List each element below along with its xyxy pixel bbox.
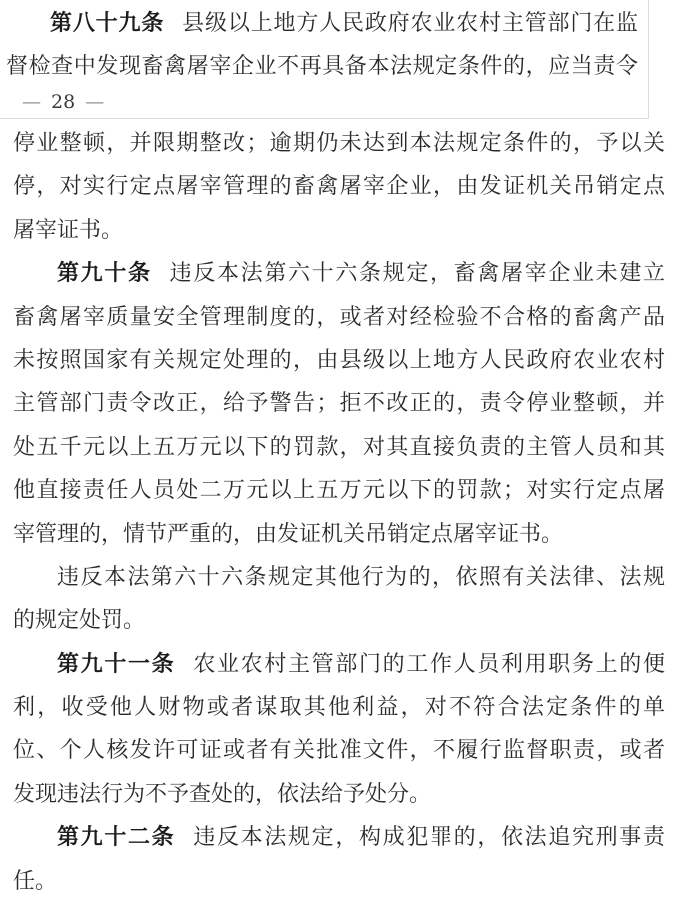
- previous-page-text: [0, 0, 648, 115]
- text-line: [13, 252, 665, 295]
- page-number: 28: [51, 90, 76, 113]
- text-run: 违反本法第六十六条规定其他行为的，依照有关法律、法规: [57, 564, 665, 590]
- article-number-91: 第九十一条: [57, 651, 176, 677]
- text-line: [13, 556, 665, 599]
- page-number-footer: [6, 90, 638, 115]
- text-line: [6, 2, 638, 45]
- text-run: 主管部门责令改正，给予警告；拒不改正的，责令停业整顿，并: [13, 391, 665, 417]
- text-run: 利，收受他人财物或者谋取其他利益，对不符合法定条件的单: [13, 695, 665, 721]
- text-line: [13, 469, 665, 512]
- text-line: [13, 686, 665, 729]
- article-number-89: 第八十九条: [50, 11, 165, 36]
- current-page-text: [13, 122, 665, 903]
- text-line: [13, 426, 665, 469]
- text-run: 畜禽屠宰质量安全管理制度的，或者对经检验不合格的畜禽产品: [13, 304, 665, 330]
- text-run: 违反本法第六十六条规定，畜禽屠宰企业未建立: [169, 261, 665, 287]
- text-line: [13, 643, 665, 686]
- text-line: [6, 45, 638, 88]
- text-run: 县级以上地方人民政府农业农村主管部门在监: [182, 11, 638, 36]
- text-line: [13, 860, 665, 903]
- text-line: [13, 122, 665, 165]
- text-run: 任。: [13, 868, 58, 894]
- text-run: 位、个人核发许可证或者有关批准文件，不履行监督职责，或者: [13, 738, 665, 764]
- text-line: [13, 513, 665, 556]
- text-line: [13, 773, 665, 816]
- text-run: 的规定处罚。: [13, 608, 146, 634]
- article-number-92: 第九十二条: [57, 825, 176, 851]
- text-run: 他直接责任人员处二万元以上五万元以下的罚款；对实行定点屠: [13, 478, 665, 504]
- text-run: 处五千元以上五万元以下的罚款，对其直接负责的主管人员和其: [13, 434, 665, 460]
- text-run: 农业农村主管部门的工作人员利用职务上的便: [193, 651, 665, 677]
- text-line: [13, 816, 665, 859]
- text-line: [13, 165, 665, 208]
- text-run: 违反本法规定，构成犯罪的，依法追究刑事责: [193, 825, 665, 851]
- text-line: [13, 729, 665, 772]
- text-line: [13, 296, 665, 339]
- text-run: 督检查中发现畜禽屠宰企业不再具备本法规定条件的，应当责令: [6, 54, 638, 80]
- text-run: 宰管理的，情节严重的，由发证机关吊销定点屠宰证书。: [13, 521, 564, 547]
- text-line: [13, 599, 665, 642]
- text-run: 发现违法行为不予查处的，依法给予处分。: [13, 781, 432, 807]
- text-run: 未按照国家有关规定处理的，由县级以上地方人民政府农业农村: [13, 347, 665, 373]
- text-run: 屠宰证书。: [13, 217, 124, 243]
- text-run: 停业整顿，并限期整改；逾期仍未达到本法规定条件的，予以关: [13, 131, 665, 156]
- previous-page-frame: [0, 0, 649, 119]
- article-number-90: 第九十条: [57, 261, 152, 287]
- footer-dash-left: —: [22, 90, 41, 113]
- footer-dash-right: —: [85, 90, 105, 113]
- text-line: [13, 382, 665, 425]
- text-line: [13, 339, 665, 382]
- text-line: [13, 209, 665, 252]
- text-run: 停，对实行定点屠宰管理的畜禽屠宰企业，由发证机关吊销定点: [13, 174, 665, 200]
